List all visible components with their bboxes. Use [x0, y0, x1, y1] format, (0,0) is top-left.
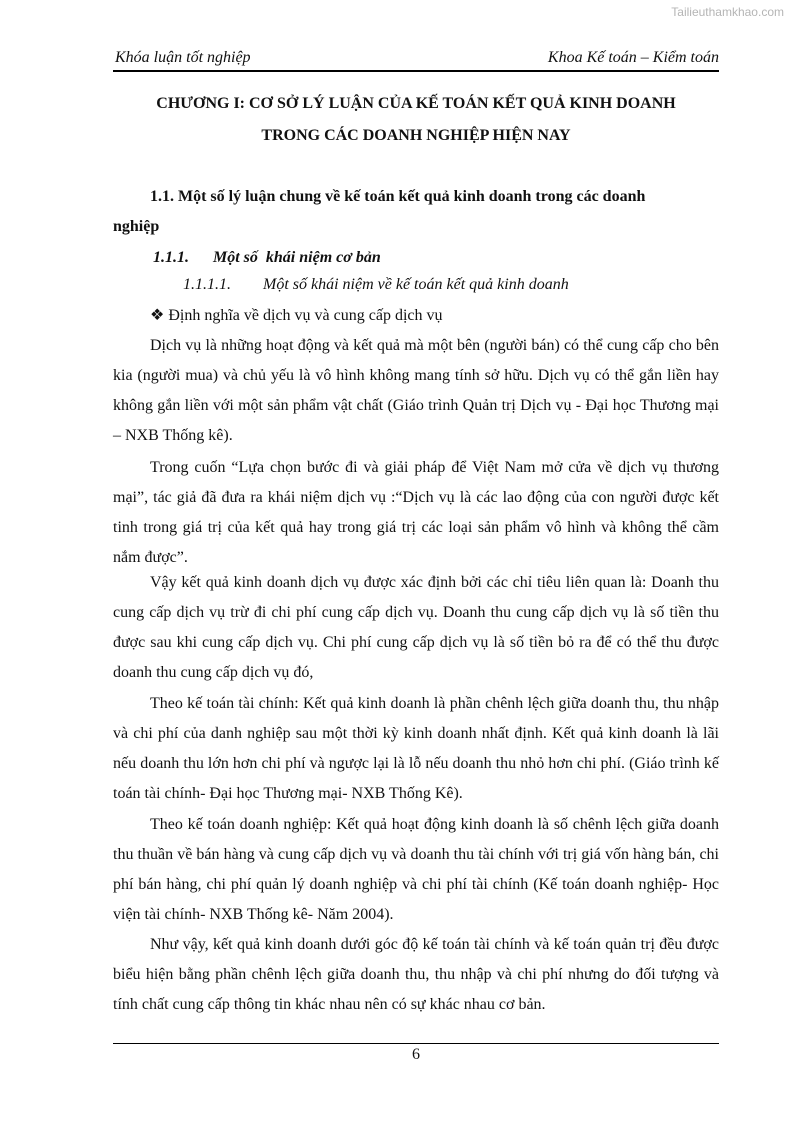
footer-rule	[113, 1043, 719, 1044]
paragraph-1: Dịch vụ là những hoạt động và kết quả mà một bên (người bán) có thể cung cấp cho bên kia (người mua) và chủ yếu là vô hình không mang tính sở hữu. Dịch vụ có thể gắn liền hay không gắn liền với một sản phẩm vật chất (Giáo trình Quản trị Dịch vụ - Đại học Thương mại – NXB Thống kê).	[113, 337, 719, 444]
paragraph-6: Như vậy, kết quả kinh doanh dưới góc độ kế toán tài chính và kế toán quản trị đều được biểu hiện bằng phần chênh lệch giữa doanh thu, thu nhập và chi phí nhưng do đối tượng và tính chất cung cấp thông tin khác nhau nên có sự khác nhau cơ bản.	[113, 936, 719, 1013]
paragraph-4: Theo kế toán tài chính: Kết quả kinh doanh là phần chênh lệch giữa doanh thu, thu nhập và chi phí của danh nghiệp sau một thời kỳ kinh doanh nhất định. Kết quả kinh doanh là lãi nếu doanh thu lớn hơn chi phí và ngược lại là lỗ nếu doanh thu nhỏ hơn chi phí. (Giáo trình kế toán tài chính- Đại học Thương mại- NXB Thống Kê).	[113, 695, 719, 802]
watermark: Tailieuthamkhao.com	[671, 5, 784, 19]
paragraph-2: Trong cuốn “Lựa chọn bước đi và giải pháp để Việt Nam mở cửa về dịch vụ thương mại”, tác giả đã đưa ra khái niệm dịch vụ :“Dịch vụ là các lao động của con người được kết tinh trong giá trị của kết quả hay trong giá trị các loại sản phẩm vô hình và không thể cầm nắm được”.	[113, 459, 719, 566]
section-heading-1-1: 1.1. Một số lý luận chung về kế toán kết quả kinh doanh trong các doanh	[150, 188, 646, 205]
diamond-bullet-icon: ❖	[150, 307, 165, 324]
paragraph-5: Theo kế toán doanh nghiệp: Kết quả hoạt động kinh doanh là số chênh lệch giữa doanh thu thuần về bán hàng và cung cấp dịch vụ và doanh thu tài chính với trị giá vốn hàng bán, chi phí bán hàng, chi phí quản lý doanh nghiệp và chi phí tài chính (Kế toán doanh nghiệp- Học viện tài chính- NXB Thống kê- Năm 2004).	[113, 816, 719, 923]
chapter-title-line-2: TRONG CÁC DOANH NGHIỆP HIỆN NAY	[261, 127, 571, 144]
header-right: Khoa Kế toán – Kiểm toán	[547, 49, 719, 66]
page-header	[113, 48, 719, 72]
chapter-title-line-1: CHƯƠNG I: CƠ SỞ LÝ LUẬN CỦA KẾ TOÁN KẾT QUẢ KINH DOANH	[156, 95, 676, 112]
header-left: Khóa luận tốt nghiệp	[115, 49, 251, 66]
paragraph-3: Vậy kết quả kinh doanh dịch vụ được xác định bởi các chỉ tiêu liên quan là: Doanh thu cung cấp dịch vụ trừ đi chi phí cung cấp dịch vụ. Doanh thu cung cấp dịch vụ là số tiền thu được sau khi cung cấp dịch vụ. Chi phí cung cấp dịch vụ là số tiền bỏ ra để có thể thu được doanh thu cung cấp dịch vụ đó,	[113, 574, 719, 681]
section-heading-1-1-1-1: 1.1.1.1. Một số khái niệm về kế toán kết quả kinh doanh	[183, 276, 569, 293]
page-number: 6	[412, 1046, 420, 1063]
section-heading-1-1-cont: nghiệp	[113, 218, 160, 235]
section-heading-1-1-1: 1.1.1. Một số khái niệm cơ bản	[153, 249, 381, 266]
bullet-text: Định nghĩa về dịch vụ và cung cấp dịch vụ	[168, 307, 443, 324]
bullet-item	[150, 301, 710, 331]
